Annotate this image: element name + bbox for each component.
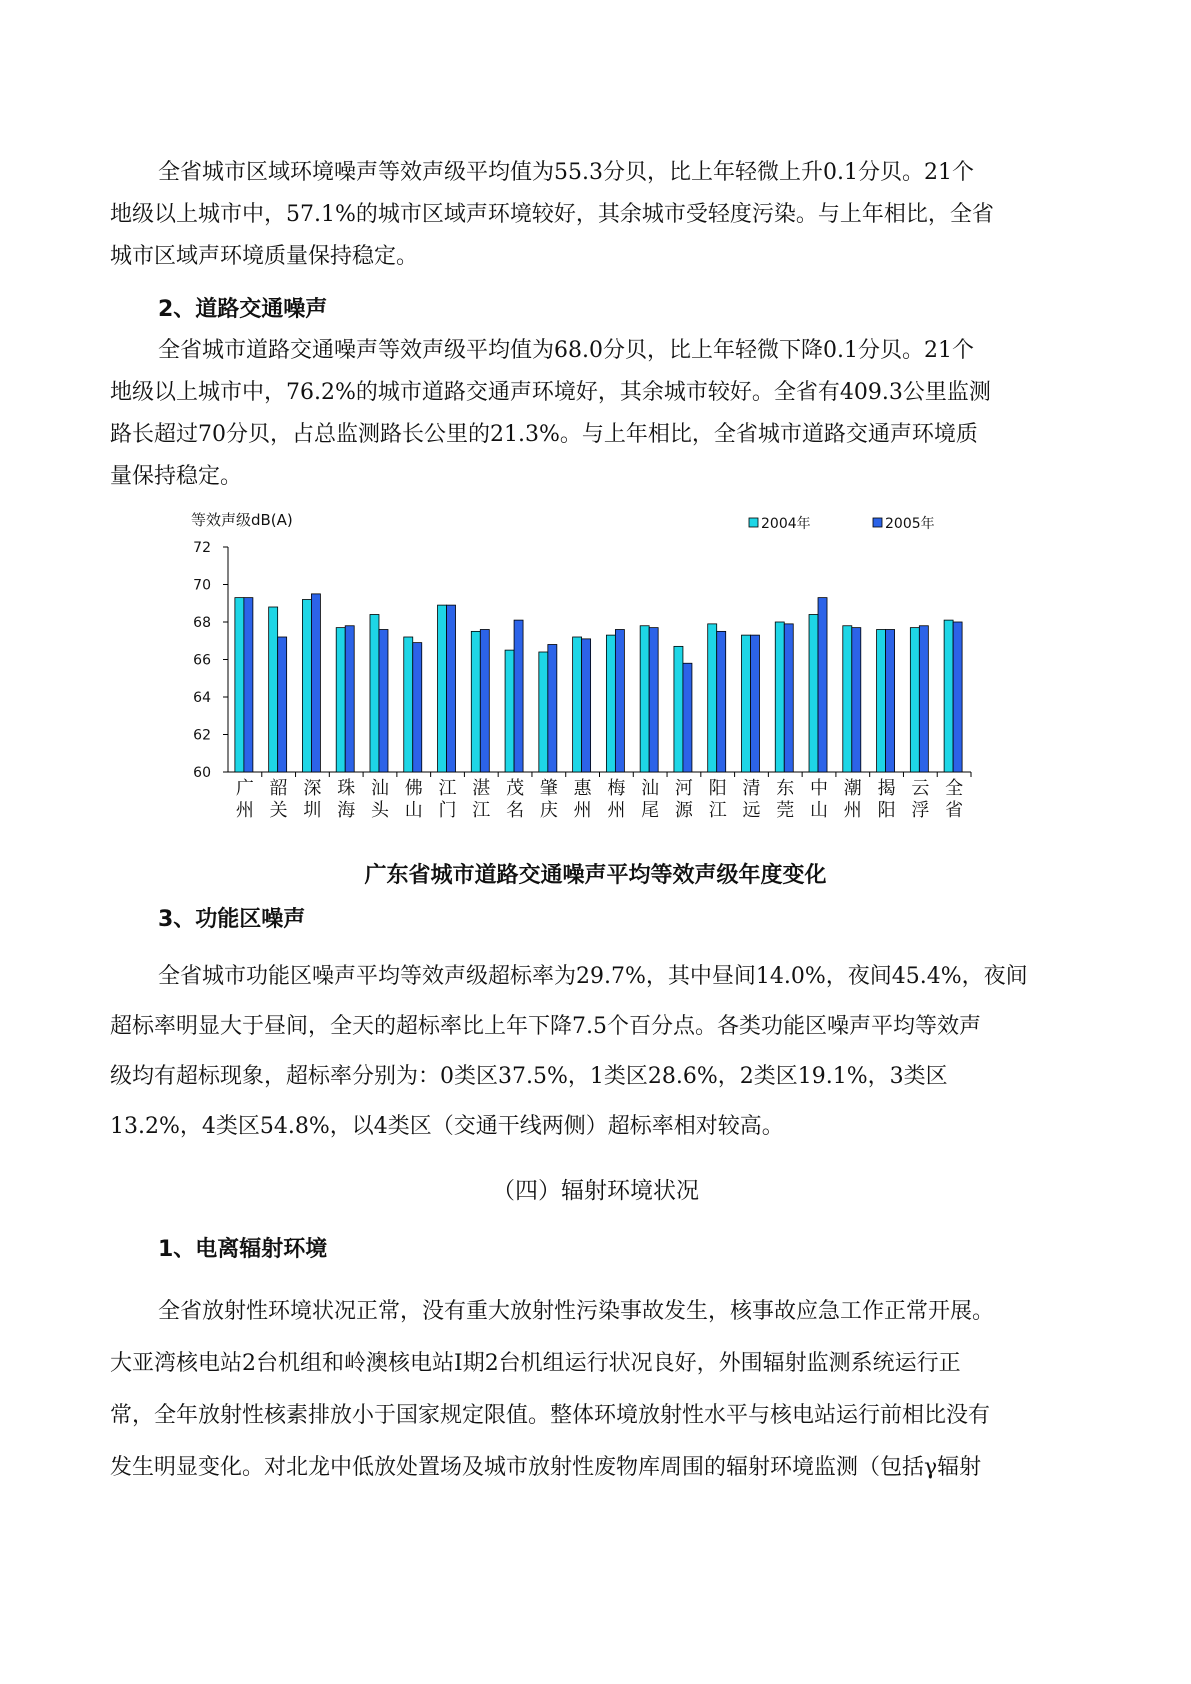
- x-tick-label: 头: [370, 800, 389, 821]
- x-tick-label: 肇: [539, 778, 558, 799]
- x-tick-label: 尾: [641, 800, 660, 821]
- text-line: 发生明显变化。对北龙中低放处置场及城市放射性废物库周围的辐射环境监测（包括γ辐射: [110, 1455, 982, 1480]
- bar-2005: [447, 605, 456, 772]
- x-tick-label: 源: [674, 800, 693, 821]
- x-tick-label: 圳: [303, 800, 322, 821]
- x-tick-label: 山: [404, 800, 423, 821]
- bar-2004: [910, 628, 919, 772]
- x-tick-label: 湛: [472, 778, 491, 799]
- bar-2004: [606, 635, 615, 772]
- bar-2004: [674, 646, 683, 772]
- y-tick-label: 72: [193, 540, 211, 556]
- x-tick-label: 东: [776, 778, 795, 799]
- bar-2005: [345, 626, 354, 772]
- heading-ionizing-radiation: 1、电离辐射环境: [158, 1237, 328, 1262]
- bar-2004: [336, 628, 345, 772]
- x-tick-label: 州: [607, 800, 626, 821]
- section-title-radiation: （四）辐射环境状况: [492, 1178, 699, 1204]
- bar-2005: [886, 630, 895, 773]
- text-line: 常，全年放射性核素排放小于国家规定限值。整体环境放射性水平与核电站运行前相比没有: [110, 1403, 991, 1428]
- x-tick-label: 珠: [337, 778, 356, 799]
- x-tick-label: 梅: [607, 778, 626, 799]
- text-line: 地级以上城市中，57.1%的城市区域声环境较好，其余城市受轻度污染。与上年相比，全省: [110, 202, 994, 227]
- x-tick-label: 海: [337, 800, 356, 821]
- bar-2004: [235, 598, 244, 772]
- bar-2005: [480, 630, 489, 773]
- bar-2004: [640, 626, 649, 772]
- x-tick-label: 揭: [877, 778, 896, 799]
- x-tick-label: 省: [945, 800, 964, 821]
- x-tick-label: 江: [472, 800, 491, 821]
- x-tick-label: 广: [235, 778, 254, 799]
- paragraph-functional-zone: [110, 952, 1085, 1152]
- text-line: 全省城市区域环境噪声等效声级平均值为55.3分贝，比上年轻微上升0.1分贝。21个: [158, 160, 974, 185]
- bar-2005: [413, 643, 422, 772]
- text-line: 超标率明显大于昼间，全天的超标率比上年下降7.5个百分点。各类功能区噪声平均等效声: [110, 1014, 981, 1039]
- x-tick-label: 阳: [708, 778, 727, 799]
- text-line: 量保持稳定。: [110, 464, 243, 489]
- text-line: 级均有超标现象，超标率分别为：0类区37.5%，1类区28.6%，2类区19.1%，3类区: [110, 1064, 948, 1089]
- bar-2005: [818, 598, 827, 772]
- x-tick-label: 远: [742, 800, 761, 821]
- bar-2004: [809, 615, 818, 773]
- y-axis-label: 等效声级dB(A): [191, 511, 293, 529]
- bar-2004: [471, 631, 480, 772]
- bar-2004: [404, 637, 413, 772]
- text-line: 地级以上城市中，76.2%的城市道路交通声环境好，其余城市较好。全省有409.3公里监测: [110, 380, 991, 405]
- bar-2005: [244, 598, 253, 772]
- bar-2004: [539, 652, 548, 772]
- x-tick-label: 山: [810, 800, 829, 821]
- x-tick-label: 深: [303, 778, 322, 799]
- legend-swatch: [749, 518, 758, 527]
- bar-2004: [269, 607, 278, 772]
- x-tick-label: 潮: [843, 778, 862, 799]
- x-tick-label: 州: [235, 800, 254, 821]
- x-tick-label: 汕: [641, 778, 660, 799]
- bar-2005: [514, 620, 523, 772]
- bar-2004: [370, 615, 379, 773]
- text-line: 全省城市道路交通噪声等效声级平均值为68.0分贝，比上年轻微下降0.1分贝。21个: [158, 338, 974, 363]
- bar-2004: [877, 630, 886, 773]
- y-tick-label: 60: [193, 765, 211, 781]
- bar-2005: [919, 626, 928, 772]
- bar-2004: [438, 605, 447, 772]
- bar-2005: [615, 630, 624, 773]
- x-tick-label: 名: [506, 800, 525, 821]
- bar-2005: [311, 594, 320, 772]
- heading-functional-zone-noise: 3、功能区噪声: [158, 907, 306, 932]
- y-tick-label: 68: [193, 615, 211, 631]
- x-tick-label: 门: [438, 800, 457, 821]
- bar-2005: [852, 628, 861, 772]
- y-tick-label: 70: [193, 577, 211, 594]
- legend-label: 2004年: [761, 516, 811, 532]
- bar-2005: [379, 630, 388, 773]
- text-line: 13.2%，4类区54.8%，以4类区（交通干线两侧）超标率相对较高。: [110, 1114, 784, 1139]
- x-tick-label: 云: [911, 778, 930, 799]
- y-tick-label: 66: [193, 652, 211, 669]
- x-tick-label: 佛: [404, 778, 423, 799]
- bar-2005: [784, 624, 793, 772]
- bar-2004: [741, 635, 750, 772]
- x-tick-label: 江: [708, 800, 727, 821]
- x-tick-label: 州: [573, 800, 592, 821]
- heading-road-traffic-noise: 2、道路交通噪声: [158, 297, 328, 322]
- bar-2004: [944, 620, 953, 772]
- legend-label: 2005年: [885, 516, 935, 532]
- bar-2005: [683, 663, 692, 772]
- bar-2004: [775, 622, 784, 772]
- x-tick-label: 河: [674, 778, 693, 799]
- x-tick-label: 清: [742, 778, 761, 799]
- text-line: 大亚湾核电站2台机组和岭澳核电站Ⅰ期2台机组运行状况良好，外围辐射监测系统运行正: [110, 1351, 961, 1376]
- x-tick-label: 江: [438, 778, 457, 799]
- y-tick-label: 64: [193, 690, 211, 706]
- x-tick-label: 浮: [911, 800, 930, 821]
- x-tick-label: 莞: [776, 800, 795, 821]
- paragraph-radiation: [110, 1286, 1085, 1494]
- x-tick-label: 惠: [573, 778, 592, 799]
- text-line: 全省放射性环境状况正常，没有重大放射性污染事故发生，核事故应急工作正常开展。: [158, 1299, 995, 1324]
- x-tick-label: 汕: [370, 778, 389, 799]
- x-tick-label: 茂: [506, 778, 525, 799]
- x-tick-label: 关: [269, 800, 288, 821]
- legend-swatch: [873, 518, 882, 527]
- bar-2005: [953, 622, 962, 772]
- bar-2005: [548, 645, 557, 773]
- x-tick-label: 中: [810, 778, 829, 799]
- x-tick-label: 庆: [539, 800, 558, 821]
- bar-2005: [750, 635, 759, 772]
- bar-2004: [302, 600, 311, 773]
- x-tick-label: 韶: [269, 778, 288, 799]
- chart-title: 广东省城市道路交通噪声平均等效声级年度变化: [364, 863, 827, 888]
- bar-2004: [573, 637, 582, 772]
- bar-2005: [278, 637, 287, 772]
- bar-2004: [843, 626, 852, 772]
- bar-2004: [708, 624, 717, 772]
- y-tick-label: 62: [193, 727, 211, 744]
- bar-2005: [717, 631, 726, 772]
- x-tick-label: 全: [945, 778, 964, 799]
- bar-2004: [505, 650, 514, 772]
- text-line: 城市区域声环境质量保持稳定。: [110, 244, 419, 269]
- x-tick-label: 阳: [877, 800, 896, 821]
- text-line: 路长超过70分贝，占总监测路长公里的21.3%。与上年相比，全省城市道路交通声环境质: [110, 422, 978, 447]
- x-tick-label: 州: [843, 800, 862, 821]
- text-line: 全省城市功能区噪声平均等效声级超标率为29.7%，其中昼间14.0%，夜间45.4%，夜间: [158, 964, 1028, 989]
- bar-2005: [582, 639, 591, 772]
- bar-2005: [649, 628, 658, 772]
